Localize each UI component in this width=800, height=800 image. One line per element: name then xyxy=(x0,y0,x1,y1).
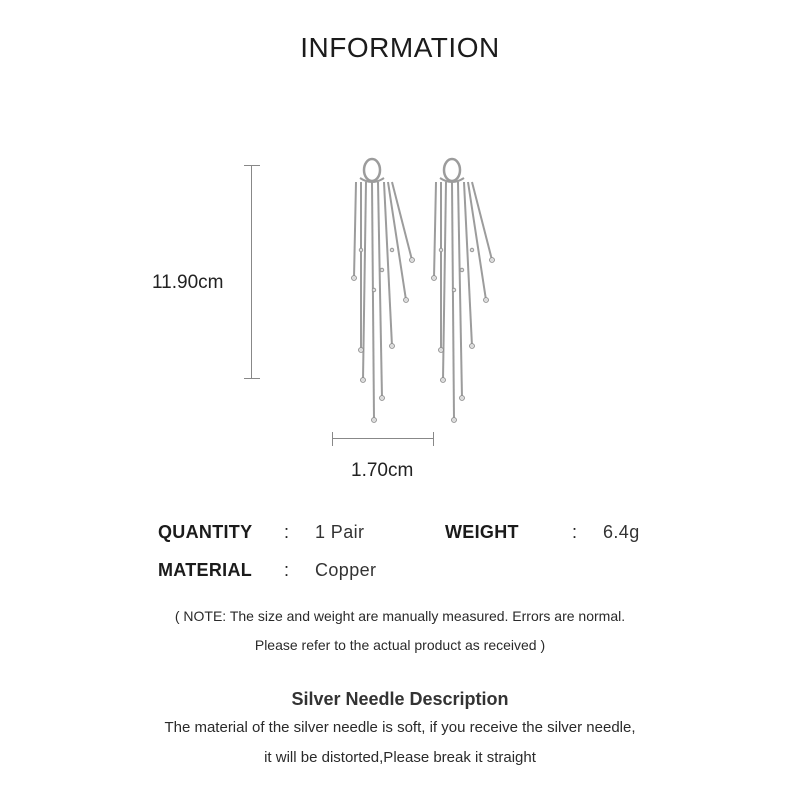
quantity-label: QUANTITY xyxy=(158,522,253,542)
weight-value: 6.4g xyxy=(603,522,640,542)
note-line-1: ( NOTE: The size and weight are manually measured. Errors are normal. xyxy=(174,608,626,624)
width-ruler xyxy=(332,432,434,446)
weight-row xyxy=(445,522,519,543)
height-label: 11.90cm xyxy=(152,272,224,293)
height-ruler xyxy=(244,165,260,379)
quantity-value: 1 Pair xyxy=(315,522,365,542)
description-title: Silver Needle Description xyxy=(291,689,509,709)
description-line-1: The material of the silver needle is soft, if you receive the silver needle, xyxy=(164,719,636,736)
tassel-earrings-icon xyxy=(330,150,510,430)
quantity-row xyxy=(158,522,252,543)
width-label: 1.70cm xyxy=(351,460,414,481)
material-separator: : xyxy=(284,560,290,580)
description-line-2: it will be distorted,Please break it straight xyxy=(264,749,536,766)
weight-label: WEIGHT xyxy=(445,522,519,542)
material-label: MATERIAL xyxy=(158,560,253,580)
page-title: INFORMATION xyxy=(300,32,500,63)
note-line-2: Please refer to the actual product as received ) xyxy=(254,637,546,653)
material-value: Copper xyxy=(315,560,377,580)
quantity-separator: : xyxy=(284,522,290,542)
material-row xyxy=(158,560,252,581)
weight-separator: : xyxy=(572,522,578,542)
